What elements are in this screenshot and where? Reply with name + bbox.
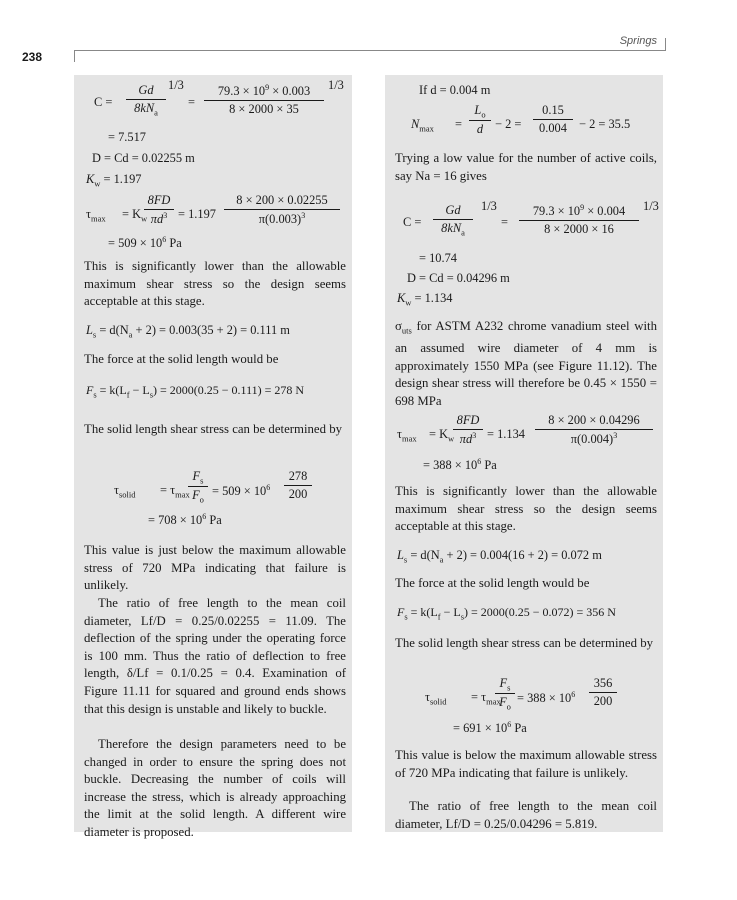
tsolid-mid-sup: 6 xyxy=(266,483,271,492)
nmax-mid: − 2 = xyxy=(495,117,522,131)
c-eq-exp1: 1/3 xyxy=(481,199,497,213)
tau-frac1-sup: 3 xyxy=(163,211,168,220)
kw-sub: w xyxy=(405,297,412,308)
fs-rest-mid: − L xyxy=(440,605,461,619)
nmax-symbol: N xyxy=(411,117,420,131)
tau-lhs xyxy=(86,207,106,223)
kw-symbol: K xyxy=(86,172,95,186)
paragraph-text: for ASTM A232 chrome vanadium steel with an assumed wire diameter of 4 mm is approximately 1550 MPa (see Figure 11.12). The design shear stress will therefore be 0.45 × 1550 = 698 MPa xyxy=(395,319,657,408)
fs-symbol: F xyxy=(86,383,94,397)
tsolid-frac2 xyxy=(284,469,312,502)
c-eq-frac2 xyxy=(204,83,324,117)
tau-frac2-num: 8 × 200 × 0.04296 xyxy=(535,413,653,430)
ls-line xyxy=(86,323,290,339)
tsolid-eq-text: = τ xyxy=(471,690,487,704)
c-eq-frac2-den: 8 × 2000 × 35 xyxy=(229,102,299,117)
tau-eq1-text: = K xyxy=(429,427,449,441)
tsolid-mid-text: = 388 × 10 xyxy=(517,691,572,706)
paragraph: The force at the solid length would be xyxy=(84,352,279,366)
tsolid-frac2-den: 200 xyxy=(288,487,308,501)
tsolid-value xyxy=(148,512,222,528)
ls-rest-tail: + 2) = 0.003(35 + 2) = 0.111 m xyxy=(132,323,290,337)
ls-sub: s xyxy=(92,329,97,340)
fs-rest-sub: f xyxy=(437,611,441,622)
c-eq-frac1-den: 8kN xyxy=(441,221,462,235)
tsolid-value-sup: 6 xyxy=(507,720,512,729)
left-column xyxy=(74,75,352,839)
tau-sub: max xyxy=(90,213,106,224)
fs-rest-sub: f xyxy=(126,389,130,400)
tsolid-frac1-num-sub: s xyxy=(200,475,204,486)
tsolid-eq xyxy=(160,483,190,499)
tsolid-symbol: τ xyxy=(425,690,430,704)
fs-rest: = k(L xyxy=(96,383,127,397)
c-eq-frac2-num: 79.3 × 10 xyxy=(532,204,581,219)
kw-sub: w xyxy=(94,178,101,189)
paragraph: This is significantly lower than the allowable maximum shear stress so the design seems acceptable at this stage. xyxy=(395,484,657,534)
fs-line xyxy=(86,383,304,399)
c-eq-frac1 xyxy=(126,83,166,117)
if-line: If d = 0.004 m xyxy=(419,83,491,97)
ls-rest-tail: + 2) = 0.004(16 + 2) = 0.072 m xyxy=(443,548,602,562)
tsolid-mid-text: = 509 × 10 xyxy=(212,484,267,499)
d-line: D = Cd = 0.04296 m xyxy=(407,271,510,285)
c-eq-frac1-num: Gd xyxy=(138,83,154,97)
tau-frac1 xyxy=(144,193,174,227)
ls-line xyxy=(397,548,602,564)
tsolid-sub: solid xyxy=(429,696,447,707)
fs-rest-mid: − L xyxy=(129,383,150,397)
running-head: Springs xyxy=(619,35,657,47)
kw-line xyxy=(397,291,452,307)
c-eq-equals: = xyxy=(501,215,508,229)
sigma-symbol: σ xyxy=(395,319,402,333)
nmax-frac1 xyxy=(469,103,491,137)
c-eq-frac2-num-tail: × 0.003 xyxy=(269,84,311,99)
tsolid-value-text: = 691 × 10 xyxy=(453,721,508,736)
tsolid-lhs xyxy=(114,483,136,499)
tsolid-value-text: = 708 × 10 xyxy=(148,513,203,528)
fs-rest-sub2: s xyxy=(460,611,465,622)
c-eq-frac2-num: 79.3 × 10 xyxy=(217,84,266,99)
tsolid-mid xyxy=(212,483,270,499)
fs-rest-tail: ) = 2000(0.25 − 0.072) = 356 N xyxy=(464,605,616,619)
tsolid-frac1 xyxy=(188,469,208,505)
c-eq-frac2-num-tail: × 0.004 xyxy=(584,204,626,219)
tsolid-eq-text: = τ xyxy=(160,483,176,497)
tsolid-frac2 xyxy=(589,676,617,709)
c-eq-frac1-den-sub: a xyxy=(461,227,465,238)
c-eq-exp1: 1/3 xyxy=(168,78,184,92)
fs-sub: s xyxy=(404,611,408,622)
paragraph: Therefore the design parameters need to be changed in order to ensure the spring does not buckle. Decreasing the number of coils will increase the stress, which is already approaching the limit at the solid length. A different wire diameter is proposed. xyxy=(84,737,346,839)
tsolid-value-sup: 6 xyxy=(202,512,207,521)
tau-frac1-den: πd xyxy=(459,432,473,447)
tau-frac2-den: π(0.003) xyxy=(258,212,302,227)
tau-eq1-sub: w xyxy=(448,433,455,444)
c-value: = 7.517 xyxy=(108,130,146,144)
tsolid-symbol: τ xyxy=(114,483,119,497)
tsolid-mid xyxy=(517,690,575,706)
header-rule xyxy=(74,50,666,51)
tsolid-frac1-den: F xyxy=(192,488,200,503)
tau-frac1-den: πd xyxy=(150,212,164,227)
tsolid-frac2-num: 278 xyxy=(284,469,312,486)
c-eq-frac1-den: 8kN xyxy=(134,101,155,115)
tsolid-frac1-num: F xyxy=(192,469,201,483)
paragraph: The force at the solid length would be xyxy=(395,576,590,590)
fs-symbol: F xyxy=(397,605,405,619)
c-eq-equals: = xyxy=(188,95,195,109)
paragraph: The ratio of free length to the mean coil diameter, Lf/D = 0.25/0.02255 = 11.09. The deflection of the spring under the operating force is 100 mm. Thus the ratio of deflection to free length, δ/Lf = 0.1/0.25 = 0.4. Examination of Figure 11.11 for squared and ground ends shows that this design is unstable and likely to buckle. xyxy=(84,596,346,716)
c-eq-frac1-num: Gd xyxy=(445,203,461,217)
nmax-frac1-den: d xyxy=(476,122,484,137)
nmax-frac2-num: 0.15 xyxy=(533,103,573,120)
tau-frac1-num: 8FD xyxy=(147,193,171,207)
ls-symbol: L xyxy=(397,548,404,562)
tsolid-eq-sub: max xyxy=(175,489,190,500)
tsolid-mid-sup: 6 xyxy=(571,690,576,699)
tau-eq1-sub: w xyxy=(141,213,148,224)
fs-line xyxy=(397,605,616,621)
paragraph: The solid length shear stress can be determined by xyxy=(395,636,653,650)
sigma-sub: uts xyxy=(401,325,412,336)
tau-value-text: = 388 × 10 xyxy=(423,458,478,473)
kw-value: = 1.197 xyxy=(100,172,142,186)
tsolid-value-tail: Pa xyxy=(206,513,222,528)
fs-rest-sub2: s xyxy=(149,389,154,400)
tsolid-frac1-num-sub: s xyxy=(507,682,511,693)
c-eq-lhs: C = xyxy=(403,215,422,229)
tsolid-sub: solid xyxy=(118,489,136,500)
header-tick-left xyxy=(74,50,75,62)
tau-value-sup: 6 xyxy=(477,457,482,466)
tau-lhs xyxy=(397,427,417,443)
c-eq-frac1-den-sub: a xyxy=(154,107,158,118)
tau-value-sup: 6 xyxy=(162,235,167,244)
nmax-eq: = xyxy=(455,117,462,131)
ls-sub: s xyxy=(403,554,408,565)
nmax-frac1-num: L xyxy=(474,103,482,117)
fs-rest-tail: ) = 2000(0.25 − 0.111) = 278 N xyxy=(153,383,305,397)
tau-value-tail: Pa xyxy=(166,236,182,251)
d-line: D = Cd = 0.02255 m xyxy=(92,151,195,165)
paragraph: The solid length shear stress can be determined by xyxy=(84,422,342,436)
fs-sub: s xyxy=(93,389,97,400)
tau-eq1-text: = K xyxy=(122,207,142,221)
tsolid-frac1 xyxy=(495,676,515,712)
c-eq-frac2-sup: 9 xyxy=(265,83,270,92)
tau-frac2-sup: 3 xyxy=(301,211,306,220)
tau-value xyxy=(108,235,182,251)
nmax-frac2-den: 0.004 xyxy=(539,121,567,135)
paragraph xyxy=(395,318,657,411)
right-column xyxy=(385,75,663,832)
nmax-tail: − 2 = 35.5 xyxy=(579,117,631,131)
c-eq-exp2: 1/3 xyxy=(328,78,344,92)
nmax-lhs xyxy=(411,117,434,133)
nmax-frac2 xyxy=(533,103,573,136)
tau-frac1 xyxy=(453,413,483,447)
tau-sub: max xyxy=(401,433,417,444)
page-number: 238 xyxy=(22,50,43,64)
tsolid-frac1-den: F xyxy=(499,695,507,710)
tau-frac2-num: 8 × 200 × 0.02255 xyxy=(224,193,340,210)
tsolid-value xyxy=(453,720,527,736)
c-eq-lhs: C = xyxy=(94,95,113,109)
ls-symbol: L xyxy=(86,323,93,337)
paragraph: This value is just below the maximum allowable stress of 720 MPa indicating that failure is unlikely. xyxy=(84,543,346,593)
tsolid-eq-sub: max xyxy=(486,696,501,707)
tau-mid: = 1.134 xyxy=(487,427,525,441)
c-eq-frac2-sup: 9 xyxy=(580,203,585,212)
tsolid-value-tail: Pa xyxy=(511,721,527,736)
ls-rest: = d(N xyxy=(96,323,129,337)
paragraph: This value is below the maximum allowable stress of 720 MPa indicating that failure is unlikely. xyxy=(395,748,657,780)
nmax-sub: max xyxy=(419,123,434,134)
kw-line xyxy=(86,172,141,188)
tau-frac1-num: 8FD xyxy=(456,413,480,427)
ls-rest-sub: a xyxy=(439,554,444,565)
nmax-frac1-num-sub: o xyxy=(481,109,486,120)
tsolid-frac1-den-sub: o xyxy=(199,494,204,505)
kw-value: = 1.134 xyxy=(411,291,453,305)
tau-frac2 xyxy=(224,193,340,227)
c-eq-frac1 xyxy=(433,203,473,237)
paragraph: This is significantly lower than the allowable maximum shear stress so the design seems acceptable at this stage. xyxy=(84,259,346,309)
tau-frac2 xyxy=(535,413,653,447)
tau-frac2-sup: 3 xyxy=(613,431,618,440)
header-tick-right xyxy=(665,38,666,51)
tau-eq1 xyxy=(429,427,454,443)
tau-frac2-den: π(0.004) xyxy=(570,432,614,447)
tau-mid: = 1.197 xyxy=(178,207,216,221)
c-eq-frac2-den: 8 × 2000 × 16 xyxy=(544,222,614,237)
c-value: = 10.74 xyxy=(419,251,457,265)
tsolid-frac1-den-sub: o xyxy=(506,701,511,712)
ls-rest-sub: a xyxy=(128,329,133,340)
tau-value xyxy=(423,457,497,473)
tsolid-frac1-num: F xyxy=(499,676,508,690)
ls-rest: = d(N xyxy=(407,548,440,562)
tau-value-tail: Pa xyxy=(481,458,497,473)
c-eq-exp2: 1/3 xyxy=(643,199,659,213)
kw-symbol: K xyxy=(397,291,406,305)
tau-symbol: τ xyxy=(397,427,402,441)
paragraph: Trying a low value for the number of active coils, say Na = 16 gives xyxy=(395,151,657,183)
tsolid-lhs xyxy=(425,690,447,706)
tau-symbol: τ xyxy=(86,207,91,221)
tsolid-frac2-den: 200 xyxy=(593,694,613,708)
paragraph: The ratio of free length to the mean coil diameter, Lf/D = 0.25/0.04296 = 5.819. xyxy=(395,799,657,831)
fs-rest: = k(L xyxy=(407,605,438,619)
c-eq-frac2 xyxy=(519,203,639,237)
tsolid-frac2-num: 356 xyxy=(589,676,617,693)
tau-value-text: = 509 × 10 xyxy=(108,236,163,251)
tau-frac1-sup: 3 xyxy=(472,431,477,440)
